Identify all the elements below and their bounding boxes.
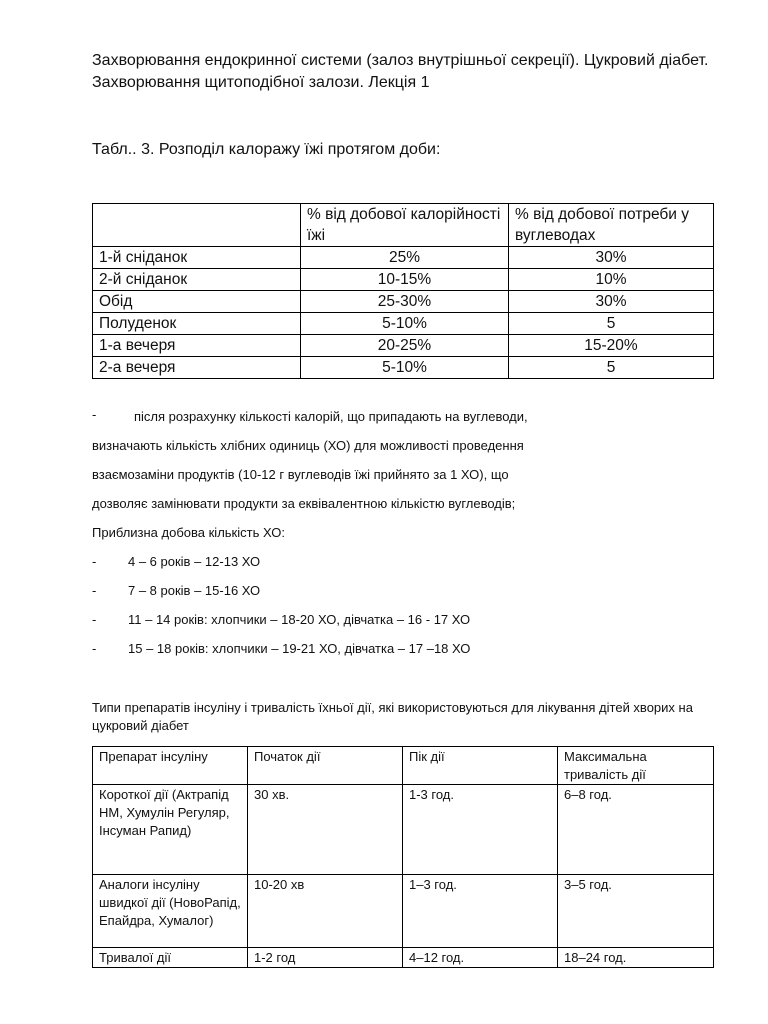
carb-percent-cell: 30% xyxy=(509,247,714,269)
list-item-text: 11 – 14 років: хлопчики – 18-20 ХО, дівчатка – 16 - 17 ХО xyxy=(128,612,471,627)
bullet-dash: - xyxy=(92,407,97,422)
peak-cell: 1-3 год. xyxy=(403,785,558,875)
carb-percent-cell: 15-20% xyxy=(509,335,714,357)
meal-cell: 1-а вечеря xyxy=(93,335,301,357)
calorie-percent-cell: 25% xyxy=(301,247,509,269)
duration-cell: 18–24 год. xyxy=(558,948,714,968)
duration-cell: 3–5 год. xyxy=(558,875,714,948)
carb-percent-cell: 5 xyxy=(509,357,714,379)
table-row xyxy=(93,948,714,968)
table-header-row xyxy=(93,204,714,247)
insulin-table-caption: Типи препаратів інсуліну і тривалість їхньої дії, які використовуються для лікування дітей хворих на цукровий діабет xyxy=(92,700,693,733)
paragraph-line: після розрахунку кількості калорій, що припадають на вуглеводи, xyxy=(134,409,528,424)
table-row xyxy=(93,335,714,357)
calorie-percent-cell: 25-30% xyxy=(301,291,509,313)
bullet-dash: - xyxy=(92,583,97,598)
meal-cell: Обід xyxy=(93,291,301,313)
onset-cell: 30 хв. xyxy=(248,785,403,875)
peak-cell: 4–12 год. xyxy=(403,948,558,968)
insulin-name-cell: Аналоги інсуліну швидкої дії (НовоРапід, Епайдра, Хумалог) xyxy=(93,875,248,948)
calorie-distribution-table xyxy=(92,203,714,379)
meal-cell: 1-й сніданок xyxy=(93,247,301,269)
bullet-dash: - xyxy=(92,554,97,569)
list-item-text: 7 – 8 років – 15-16 ХО xyxy=(128,583,261,598)
table-row xyxy=(93,247,714,269)
table-row xyxy=(93,313,714,335)
calorie-percent-cell: 20-25% xyxy=(301,335,509,357)
carb-percent-cell: 5 xyxy=(509,313,714,335)
table-row xyxy=(93,357,714,379)
table-row xyxy=(93,269,714,291)
paragraph-line: визначають кількість хлібних одиниць (ХО) для можливості проведення xyxy=(92,438,524,453)
meal-cell: 2-й сніданок xyxy=(93,269,301,291)
paragraph-line: взаємозаміни продуктів (10-12 г вуглеводів їжі прийнято за 1 ХО), що xyxy=(92,467,509,482)
table-row xyxy=(93,291,714,313)
paragraph-line: дозволяє замінювати продукти за еквівалентною кількістю вуглеводів; xyxy=(92,496,516,511)
list-item-text: 15 – 18 років: хлопчики – 19-21 ХО, дівчатка – 17 –18 ХО xyxy=(128,641,471,656)
table3-caption: Табл.. 3. Розподіл калоражу їжі протягом доби: xyxy=(92,141,441,158)
xo-intro: Приблизна добова кількість ХО: xyxy=(92,525,285,540)
list-item-text: 4 – 6 років – 12-13 ХО xyxy=(128,554,261,569)
bullet-dash: - xyxy=(92,612,97,627)
table-row xyxy=(93,785,714,875)
calorie-percent-cell: 10-15% xyxy=(301,269,509,291)
peak-cell: 1–3 год. xyxy=(403,875,558,948)
insulin-name-cell: Короткої дії (Актрапід НМ, Хумулін Регуляр, Інсуман Рапид) xyxy=(93,785,248,875)
header-cell: % від добової потреби у вуглеводах xyxy=(509,204,714,247)
header-cell: Початок дії xyxy=(248,747,403,785)
document-title: Захворювання ендокринної системи (залоз внутрішньої секреції). Цукровий діабет. Захворювання щитоподібної залози. Лекція 1 xyxy=(92,52,709,91)
duration-cell: 6–8 год. xyxy=(558,785,714,875)
header-cell: Максимальна тривалість дії xyxy=(558,747,714,785)
onset-cell: 1-2 год xyxy=(248,948,403,968)
header-cell: Пік дії xyxy=(403,747,558,785)
bullet-dash: - xyxy=(92,641,97,656)
meal-cell: Полуденок xyxy=(93,313,301,335)
carb-percent-cell: 30% xyxy=(509,291,714,313)
onset-cell: 10-20 хв xyxy=(248,875,403,948)
table-row xyxy=(93,875,714,948)
carb-percent-cell: 10% xyxy=(509,269,714,291)
header-cell xyxy=(93,204,301,247)
meal-cell: 2-а вечеря xyxy=(93,357,301,379)
header-cell: % від добової калорійності їжі xyxy=(301,204,509,247)
insulin-name-cell: Тривалої дії xyxy=(93,948,248,968)
calorie-percent-cell: 5-10% xyxy=(301,313,509,335)
calorie-percent-cell: 5-10% xyxy=(301,357,509,379)
table-header-row xyxy=(93,747,714,785)
header-cell: Препарат інсуліну xyxy=(93,747,248,785)
insulin-types-table xyxy=(92,746,714,968)
